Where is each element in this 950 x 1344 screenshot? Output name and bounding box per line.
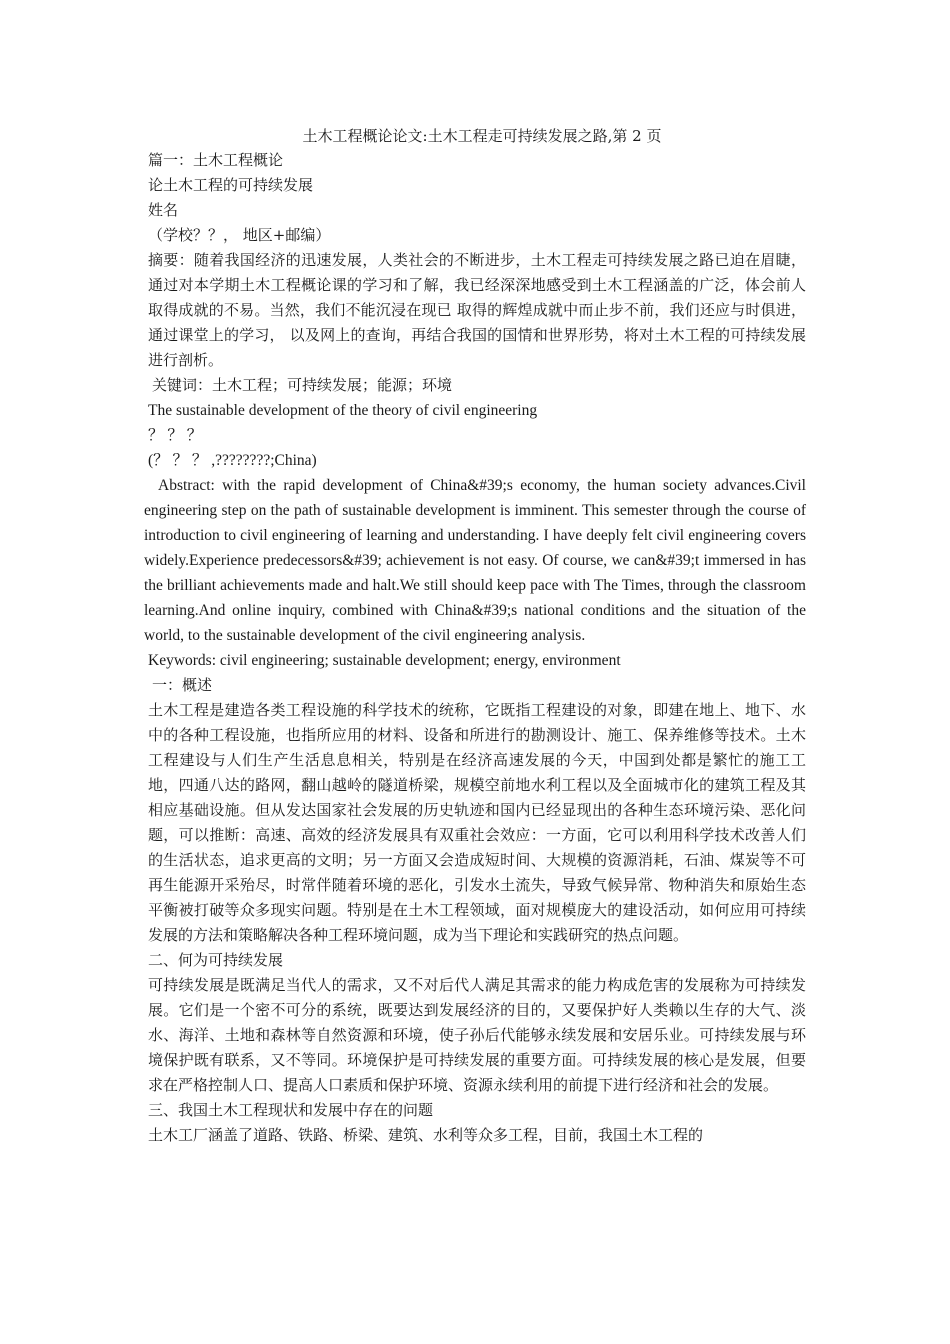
- section-heading-2: 二、何为可持续发展: [148, 951, 284, 969]
- author-affiliation: （学校？？， 地区+邮编）: [148, 226, 331, 244]
- author-name: 姓名: [148, 201, 179, 219]
- keywords-cn: 关键词：土木工程；可持续发展；能源；环境: [152, 376, 453, 394]
- document-title: 土木工程概论论文:土木工程走可持续发展之路,第 2 页: [302, 127, 662, 145]
- affiliation-en: (？ ？ ？ ,????????;China): [148, 452, 317, 469]
- abstract-en: Abstract: with the rapid development of China&#39;s economy, the human society advances.Civil engineering step on the path of sustainable development is imminent. This semester through the course of introduction to civil engineering of learning and understanding. I have deeply felt civil engineering covers widely.Experience predecessors&#39; achievement is not easy. Of course, we can&#39;t immersed in has the brilliant achievements made and halt.We still should keep pace with The Times, through the classroom learning.And online inquiry, combined with China&#39;s national conditions and the situation of the world, to the sustainable development of the civil engineering analysis.: [144, 477, 806, 644]
- section-paragraph-1: 土木工程是建造各类工程设施的科学技术的统称，它既指工程建设的对象，即建在地上、地下、水中的各种工程设施，也指所应用的材料、设备和所进行的勘测设计、施工、保养维修等技术。土木工程建设与人们生产生活息息相关，特别是在经济高速发展的今天，中国到处都是繁忙的施工工地，四通八达的路网，翻山越岭的隧道桥梁，规模空前地水利工程以及全面城市化的建筑工程及其相应基础设施。但从发达国家社会发展的历史轨迹和国内已经显现出的各种生态环境污染、恶化问题，可以推断：高速、高效的经济发展具有双重社会效应：一方面，它可以利用科学技术改善人们的生活状态，追求更高的文明；另一方面又会造成短时间、大规模的资源消耗，石油、煤炭等不可再生能源开采殆尽，时常伴随着环境的恶化，引发水土流失，导致气候异常、物种消失和原始生态平衡被打破等众多现实问题。特别是在土木工程领域，面对规模庞大的建设活动，如何应用可持续发展的方法和策略解决各种工程环境问题，成为当下理论和实践研究的热点问题。: [148, 701, 806, 944]
- paper-title: 论土木工程的可持续发展: [148, 176, 314, 194]
- section-heading-3: 三、我国土木工程现状和发展中存在的问题: [148, 1101, 434, 1119]
- document-page: [144, 124, 806, 1148]
- abstract-cn: 摘要：随着我国经济的迅速发展，人类社会的不断进步，土木工程走可持续发展之路已迫在眉睫，通过对本学期土木工程概论课的学习和了解，我已经深深地感受到土木工程涵盖的广泛，体会前人取得成就的不易。当然，我们不能沉浸在现已 取得的辉煌成就中而止步不前，我们还应与时俱进，通过课堂上的学习， 以及网上的查询，再结合我国的国情和世界形势，将对土木工程的可持续发展进行剖析。: [148, 251, 806, 369]
- section-paragraph-2: 可持续发展是既满足当代人的需求，又不对后代人满足其需求的能力构成危害的发展称为可持续发展。它们是一个密不可分的系统，既要达到发展经济的目的，又要保护好人类赖以生存的大气、淡水、海洋、土地和森林等自然资源和环境，使子孙后代能够永续发展和安居乐业。可持续发展与环境保护既有联系，又不等同。环境保护是可持续发展的重要方面。可持续发展的核心是发展，但要求在严格控制人口、提高人口素质和保护环境、资源永续利用的前提下进行经济和社会的发展。: [148, 976, 806, 1094]
- section-heading-1: 一：概述: [152, 676, 213, 694]
- section-paragraph-3: 土木工厂涵盖了道路、铁路、桥梁、建筑、水利等众多工程，目前，我国土木工程的: [148, 1126, 704, 1144]
- keywords-en: Keywords: civil engineering; sustainable development; energy, environment: [148, 652, 621, 669]
- author-en: ？ ？ ？: [148, 427, 203, 444]
- title-en: The sustainable development of the theory of civil engineering: [148, 402, 538, 419]
- section-label: 篇一：土木工程概论: [148, 151, 284, 169]
